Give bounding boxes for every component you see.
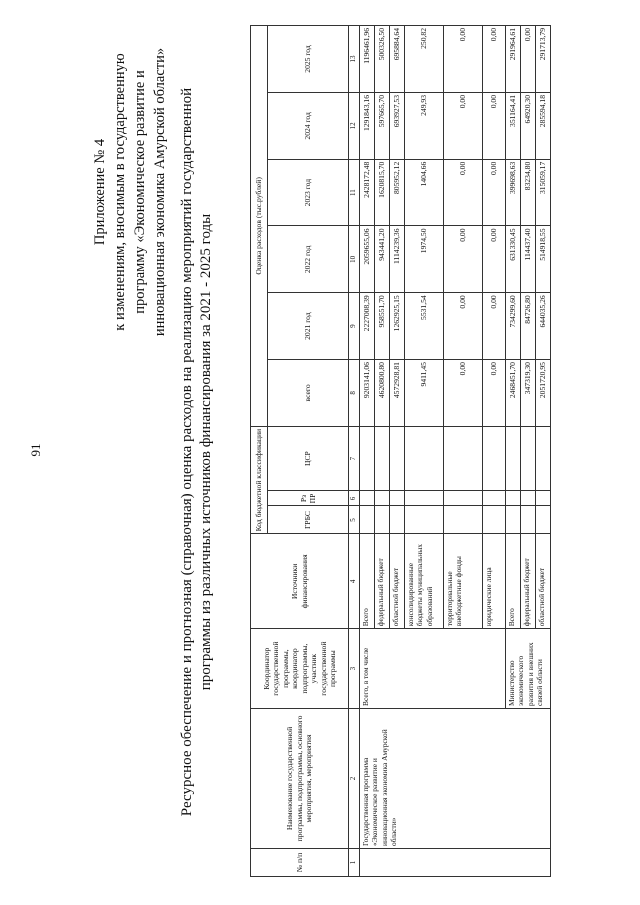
value-2022-cell: 2059655,06 xyxy=(359,226,374,293)
appendix-block xyxy=(90,27,170,357)
value-2023-cell: 805952,12 xyxy=(389,159,404,226)
index-cell: 11 xyxy=(349,159,360,226)
value-2024-cell: 249,93 xyxy=(404,92,443,159)
index-cell: 1 xyxy=(349,849,360,877)
resource-table xyxy=(250,25,551,877)
csr-cell xyxy=(389,426,404,491)
value-2023-cell: 2428172,48 xyxy=(359,159,374,226)
appendix-line-4: инновационная экономика Амурской области» xyxy=(152,47,168,337)
index-cell: 13 xyxy=(349,26,360,93)
header-estimate: Оценка расходов (тыс.рублей) xyxy=(251,26,268,427)
appendix-line-1: Приложение № 4 xyxy=(92,138,108,246)
total-cell: 9203141,06 xyxy=(359,360,374,427)
value-2021-cell: 84726,80 xyxy=(520,293,535,360)
header-2023: 2023 год xyxy=(268,159,349,226)
index-cell: 6 xyxy=(349,491,360,506)
title-line-1: Ресурсное обеспечение и прогнозная (справочная) оценка расходов на реализацию мероприятий государственной xyxy=(179,87,195,817)
rzpr-cell xyxy=(535,491,550,506)
value-2025-cell: 291964,61 xyxy=(505,26,520,93)
grbs-cell xyxy=(535,506,550,534)
coordinator-all-cell: Всего, в том числе xyxy=(359,629,505,709)
value-2024-cell: 0,00 xyxy=(482,92,505,159)
table-row xyxy=(359,26,374,877)
row-number-cell xyxy=(359,849,550,877)
index-cell: 8 xyxy=(349,360,360,427)
csr-cell xyxy=(359,426,374,491)
rzpr-cell xyxy=(482,491,505,506)
csr-cell xyxy=(520,426,535,491)
grbs-cell xyxy=(505,506,520,534)
header-csr: ЦСР xyxy=(268,426,349,491)
value-2025-cell: 0,00 xyxy=(482,26,505,93)
source-cell: юридические лица xyxy=(482,534,505,629)
value-2021-cell: 2227008,39 xyxy=(359,293,374,360)
header-no: № п/п xyxy=(251,849,349,877)
header-rzpr: Рз ПР xyxy=(268,491,349,506)
csr-cell xyxy=(374,426,389,491)
total-cell: 0,00 xyxy=(443,360,482,427)
source-cell: федеральный бюджет xyxy=(374,534,389,629)
value-2022-cell: 1974,50 xyxy=(404,226,443,293)
rzpr-cell xyxy=(443,491,482,506)
header-name: Наименование государственной программы, подпрограммы, основного мероприятия, мероприятия xyxy=(251,708,349,848)
title-line-2: программы из различных источников финансирования за 2021 - 2025 годы xyxy=(198,213,214,691)
total-cell: 347319,30 xyxy=(520,360,535,427)
value-2022-cell: 631330,45 xyxy=(505,226,520,293)
header-source: Источники финансирования xyxy=(251,534,349,629)
value-2021-cell: 0,00 xyxy=(443,293,482,360)
rzpr-cell xyxy=(505,491,520,506)
header-coordinator: Координатор государственной программы, координатор подпрограммы, участник государственной программы xyxy=(251,629,349,709)
document-title xyxy=(178,27,216,877)
value-2023-cell: 399698,63 xyxy=(505,159,520,226)
total-cell: 9411,45 xyxy=(404,360,443,427)
value-2021-cell: 0,00 xyxy=(482,293,505,360)
appendix-line-2: к изменениям, вносимым в государственную xyxy=(112,53,128,331)
index-cell: 5 xyxy=(349,506,360,534)
value-2023-cell: 83234,80 xyxy=(520,159,535,226)
source-cell: областной бюджет xyxy=(535,534,550,629)
value-2024-cell: 597665,70 xyxy=(374,92,389,159)
value-2025-cell: 695884,64 xyxy=(389,26,404,93)
value-2024-cell: 64920,30 xyxy=(520,92,535,159)
value-2024-cell: 285594,18 xyxy=(535,92,550,159)
csr-cell xyxy=(482,426,505,491)
total-cell: 4572928,81 xyxy=(389,360,404,427)
rzpr-cell xyxy=(359,491,374,506)
index-cell: 3 xyxy=(349,629,360,709)
value-2025-cell: 0,00 xyxy=(443,26,482,93)
value-2023-cell: 1620815,70 xyxy=(374,159,389,226)
value-2021-cell: 5531,54 xyxy=(404,293,443,360)
value-2022-cell: 0,00 xyxy=(443,226,482,293)
source-cell: федеральный бюджет xyxy=(520,534,535,629)
value-2023-cell: 0,00 xyxy=(482,159,505,226)
value-2021-cell: 958551,70 xyxy=(374,293,389,360)
value-2025-cell: 0,00 xyxy=(520,26,535,93)
header-grbs: ГРБС xyxy=(268,506,349,534)
index-cell: 10 xyxy=(349,226,360,293)
page-number: 91 xyxy=(28,443,43,457)
appendix-line-3: программу «Экономическое развитие и xyxy=(132,70,148,314)
total-cell: 2468451,70 xyxy=(505,360,520,427)
column-index-row xyxy=(349,26,360,877)
grbs-cell xyxy=(482,506,505,534)
header-total: всего xyxy=(268,360,349,427)
rzpr-cell xyxy=(404,491,443,506)
value-2024-cell: 693927,53 xyxy=(389,92,404,159)
total-cell: 2051720,95 xyxy=(535,360,550,427)
value-2025-cell: 1196461,96 xyxy=(359,26,374,93)
header-2025: 2025 год xyxy=(268,26,349,93)
value-2024-cell: 0,00 xyxy=(443,92,482,159)
header-2022: 2022 год xyxy=(268,226,349,293)
source-cell: Всего xyxy=(505,534,520,629)
value-2021-cell: 644035,26 xyxy=(535,293,550,360)
header-2024: 2024 год xyxy=(268,92,349,159)
value-2025-cell: 500326,50 xyxy=(374,26,389,93)
value-2022-cell: 514918,55 xyxy=(535,226,550,293)
value-2021-cell: 1262925,15 xyxy=(389,293,404,360)
grbs-cell xyxy=(404,506,443,534)
value-2022-cell: 0,00 xyxy=(482,226,505,293)
source-cell: Всего xyxy=(359,534,374,629)
csr-cell xyxy=(505,426,520,491)
source-cell: областной бюджет xyxy=(389,534,404,629)
value-2022-cell: 943441,20 xyxy=(374,226,389,293)
source-cell: консолидированные бюджеты муниципальных образований xyxy=(404,534,443,629)
value-2023-cell: 315059,17 xyxy=(535,159,550,226)
csr-cell xyxy=(443,426,482,491)
total-cell: 4620800,80 xyxy=(374,360,389,427)
total-cell: 0,00 xyxy=(482,360,505,427)
value-2025-cell: 291713,79 xyxy=(535,26,550,93)
grbs-cell xyxy=(389,506,404,534)
value-2022-cell: 1114239,36 xyxy=(389,226,404,293)
source-cell: территориальные внебюджетные фонды xyxy=(443,534,482,629)
header-budget-code: Код бюджетной классификации xyxy=(251,426,268,534)
value-2023-cell: 1404,66 xyxy=(404,159,443,226)
header-2021: 2021 год xyxy=(268,293,349,360)
value-2022-cell: 114437,40 xyxy=(520,226,535,293)
csr-cell xyxy=(404,426,443,491)
value-2024-cell: 351164,41 xyxy=(505,92,520,159)
rzpr-cell xyxy=(520,491,535,506)
value-2021-cell: 734299,60 xyxy=(505,293,520,360)
rzpr-cell xyxy=(374,491,389,506)
program-name-cell: Государственная программа «Экономическое развитие и инновационная экономика Амурской области» xyxy=(359,708,550,848)
grbs-cell xyxy=(443,506,482,534)
coordinator-ministry-cell: Министерство экономического развития и внешних связей области xyxy=(505,629,550,709)
grbs-cell xyxy=(520,506,535,534)
grbs-cell xyxy=(359,506,374,534)
index-cell: 7 xyxy=(349,426,360,491)
index-cell: 2 xyxy=(349,708,360,848)
value-2024-cell: 1291843,16 xyxy=(359,92,374,159)
rzpr-cell xyxy=(389,491,404,506)
csr-cell xyxy=(535,426,550,491)
grbs-cell xyxy=(374,506,389,534)
index-cell: 12 xyxy=(349,92,360,159)
value-2025-cell: 250,82 xyxy=(404,26,443,93)
value-2023-cell: 0,00 xyxy=(443,159,482,226)
index-cell: 4 xyxy=(349,534,360,629)
index-cell: 9 xyxy=(349,293,360,360)
